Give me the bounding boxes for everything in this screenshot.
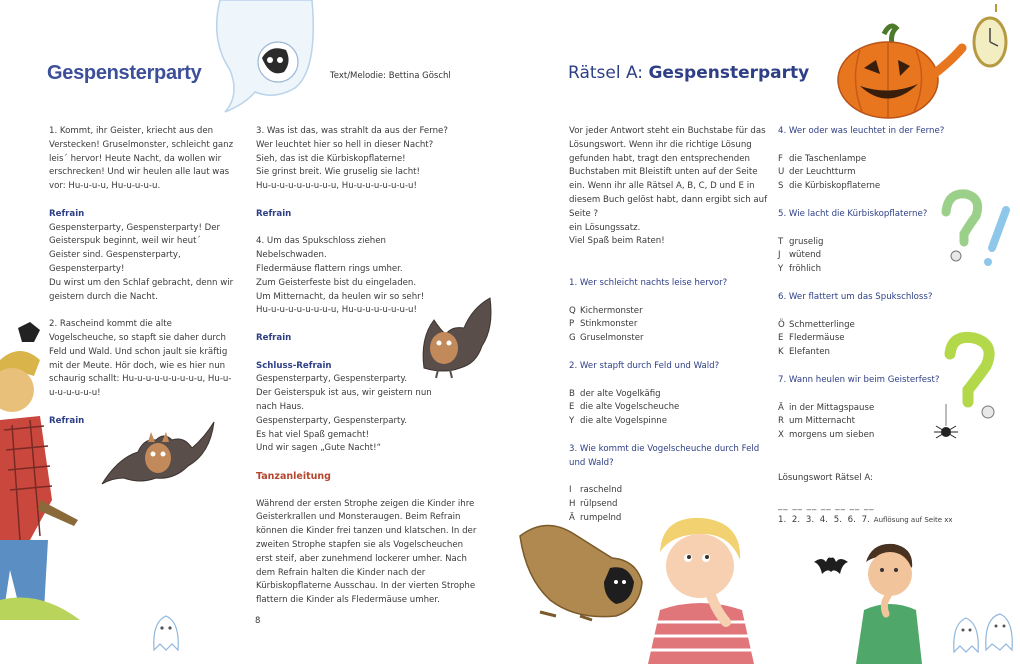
- answer-option[interactable]: T gruselig: [778, 236, 824, 247]
- answer-option[interactable]: B der alte Vogelkäfig: [569, 388, 661, 399]
- answer-option[interactable]: E Fledermäuse: [778, 333, 845, 344]
- question-text: 7. Wann heulen wir beim Geisterfest?: [778, 375, 940, 385]
- pocket-watch-illustration: [966, 4, 1010, 70]
- answer-option[interactable]: J wütend: [778, 250, 822, 261]
- refrain-text: Gespensterparty, Gespensterparty! Der Geisterspuk beginnt, weil wir heut´ Geister sind. Gespensterparty, Gespensterparty! Du wirst um den Schlaf gebracht, denn wir geistern durch die Nacht.: [49, 222, 234, 302]
- small-ghost-icon: [950, 612, 1016, 656]
- verse-text: 2. Rascheind kommt die alte Vogelscheuche, so stapft sie daher durch Feld und Wald. Und schon jault sie kräftig mit der Meute. Hör doch, wie es hier nun schaurig schallt: Hu-u-u-u-u-u-u-u-u, Hu-u-u-u-u-u-u-u!: [49, 319, 232, 399]
- bat-illustration: [100, 418, 216, 490]
- song-credit: Text/Melodie: Bettina Göschl: [330, 71, 451, 81]
- refrain: [49, 208, 234, 305]
- answer-option[interactable]: Q Kichermonster: [569, 305, 643, 316]
- verse-1: [49, 125, 234, 194]
- final-refrain-text: Gespensterparty, Gespensterparty. Der Geisterspuk ist aus, wir geistern nun nach Haus. Gespensterparty, Gespensterparty. Es hat viel Spaß gemacht! Und wir sagen „Gute Nacht!“: [256, 374, 432, 454]
- answer-option[interactable]: P Stinkmonster: [569, 319, 638, 330]
- puzzle-title: [568, 63, 809, 83]
- refrain-label: Refrain: [49, 208, 85, 219]
- solution-number-row: 1. 2. 3. 4. 5. 6. 7.: [778, 515, 870, 525]
- answer-option[interactable]: Ä in der Mittagspause: [778, 402, 875, 413]
- verse-text: 1. Kommt, ihr Geister, kriecht aus den Verstecken! Gruselmonster, schleicht ganz leis´ hervor! Heute Nacht, da wollen wir erschrecken! Und wir heulen alle laut was vor: Hu-u-u-u, Hu-u-u-u-u.: [49, 126, 234, 192]
- question-text: 5. Wie lacht die Kürbiskopflaterne?: [778, 209, 928, 219]
- answer-option[interactable]: Y fröhlich: [778, 264, 822, 275]
- answer-option[interactable]: F die Taschenlampe: [778, 153, 867, 164]
- solution-blanks[interactable]: __ __ __ __ __ __ __: [778, 501, 875, 511]
- question-text: 4. Wer oder was leuchtet in der Ferne?: [778, 126, 945, 136]
- final-refrain-label: Schluss-Refrain: [256, 360, 332, 371]
- verse-3: [256, 125, 456, 194]
- question-mark-decoration: [940, 334, 1012, 448]
- bat-illustration: [418, 298, 494, 380]
- refrain-label: Refrain: [49, 415, 85, 426]
- right-page: [510, 0, 1020, 664]
- refrain-repeat: [256, 208, 456, 222]
- song-title: Gespensterparty: [47, 62, 202, 84]
- lyrics-column-2: [256, 125, 456, 456]
- answer-option[interactable]: G Gruselmonster: [569, 333, 644, 344]
- solution-hint: Auflösung auf Seite xx: [873, 516, 953, 524]
- pumpkin-lantern-illustration: [830, 20, 970, 120]
- dance-text: Während der ersten Strophe zeigen die Kinder ihre Geisterkrallen und Monsteraugen. Beim Refrain können die Kinder frei tanzen und klatschen. In der zweiten Strophe stapfen sie als Vogelscheuchen erst steif, aber zunehmend lockerer umher. Nach dem Refrain halten die Kinder nach der Kürbiskopflaterne Ausschau. In der vierten Strophe flattern die Kinder als Fledermäuse umher.: [256, 498, 477, 606]
- puzzle-title-main: Gespensterparty: [648, 63, 810, 83]
- question-text: 3. Wie kommt die Vogelscheuche durch Feld und Wald?: [569, 444, 760, 468]
- page-number: 8: [255, 616, 261, 626]
- bat-icon: [814, 548, 848, 578]
- answer-option[interactable]: R um Mitternacht: [778, 416, 856, 427]
- girl-illustration: [642, 512, 762, 664]
- dance-instructions: [256, 470, 478, 608]
- sack-monster-illustration: [516, 516, 646, 626]
- answer-option[interactable]: X morgens um sieben: [778, 430, 875, 441]
- question-4: [778, 125, 983, 194]
- refrain-label: Refrain: [256, 208, 292, 219]
- question-1: [569, 277, 769, 346]
- answer-option[interactable]: E die alte Vogelscheuche: [569, 402, 680, 413]
- puzzle-intro: Vor jeder Antwort steht ein Buchstabe für das Lösungswort. Wenn ihr die richtige Lösung gefunden habt, tragt den entsprechenden Buchstaben mit Bleistift unten auf der Seite ein. Wenn ihr alle Rätsel A, B, C, D und E in diesem Buch gelöst habt, dann ergibt sich auf Seite ? ein Lösungssatz. Viel Spaß beim Raten!: [569, 126, 768, 247]
- question-text: 1. Wer schleicht nachts leise hervor?: [569, 278, 728, 288]
- solution-label: Lösungswort Rätsel A:: [778, 473, 874, 483]
- ghost-illustration: [200, 0, 320, 120]
- question-text: 6. Wer flattert um das Spukschloss?: [778, 292, 933, 302]
- solution-numbers: [778, 515, 953, 525]
- question-mark-decoration: [940, 190, 1020, 270]
- answer-option[interactable]: K Elefanten: [778, 347, 830, 358]
- dance-heading: Tanzanleitung: [256, 471, 331, 482]
- verse-text: 3. Was ist das, was strahlt da aus der Ferne? Wer leuchtet hier so hell in dieser Nacht? Sieh, das ist die Kürbiskopflaterne! Sie grinst breit. Wie gruselig sie lacht! Hu-u-u-u-u-u-u-u-u, Hu-u-u-u-u-u-u-u!: [256, 126, 448, 192]
- answer-option[interactable]: I raschelnd: [569, 485, 623, 496]
- refrain-label: Refrain: [256, 332, 292, 343]
- boy-illustration: [852, 540, 922, 664]
- scarecrow-illustration: [0, 320, 80, 620]
- question-2: [569, 360, 769, 429]
- answer-option[interactable]: U der Leuchtturm: [778, 167, 856, 178]
- puzzle-title-prefix: Rätsel A:: [568, 63, 649, 83]
- question-text: 2. Wer stapft durch Feld und Wald?: [569, 361, 720, 371]
- answer-option[interactable]: S die Kürbiskopflaterne: [778, 181, 881, 192]
- answer-option[interactable]: H rülpsend: [569, 499, 618, 510]
- small-ghost-icon: [148, 612, 184, 652]
- verse-text: 4. Um das Spukschloss ziehen Nebelschwaden. Fledermäuse flattern rings umher. Zum Geisterfeste bist du eingeladen. Um Mitternacht, da heulen wir so sehr! Hu-u-u-u-u-u-u-u-u, Hu-u-u-u-u-u-u-u!: [256, 236, 425, 316]
- answer-option[interactable]: Y die alte Vogelspinne: [569, 416, 668, 427]
- answer-option[interactable]: Ö Schmetterlinge: [778, 319, 855, 330]
- answer-option[interactable]: Ä rumpelnd: [569, 512, 622, 523]
